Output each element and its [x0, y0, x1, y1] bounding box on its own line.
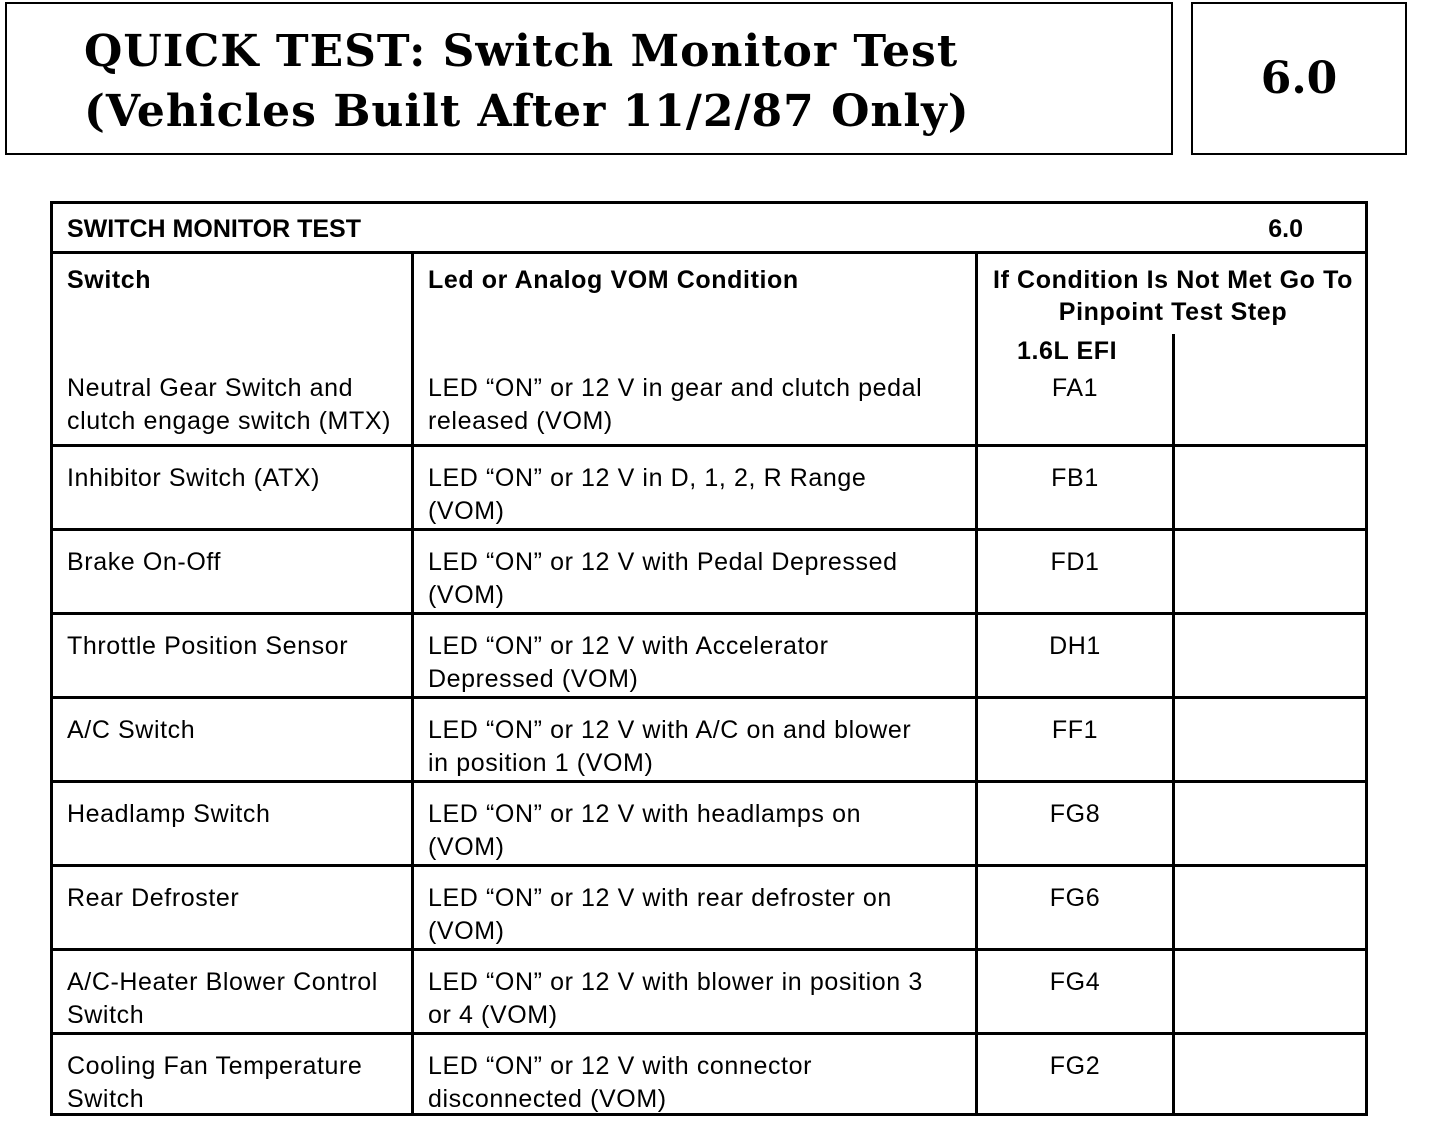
- row-divider: [53, 444, 1365, 447]
- column-divider: [411, 254, 414, 1116]
- condition-line-2: Depressed (VOM): [428, 665, 639, 693]
- section-number-box: [1191, 2, 1407, 155]
- pinpoint-step: FF1: [1051, 716, 1099, 744]
- pinpoint-step: FA1: [1051, 374, 1099, 402]
- condition-line-1: LED “ON” or 12 V with blower in position 3: [428, 968, 923, 996]
- page-title-line-1: QUICK TEST: Switch Monitor Test: [84, 26, 959, 77]
- column-header-goto-line-1: If Condition Is Not Met Go To: [993, 266, 1353, 294]
- condition-line-2: or 4 (VOM): [428, 1001, 558, 1029]
- condition-line-2: (VOM): [428, 917, 505, 945]
- pinpoint-step: FD1: [1050, 548, 1100, 576]
- condition-line-2: released (VOM): [428, 407, 613, 435]
- section-number: 6.0: [1260, 53, 1338, 104]
- switch-name-line-2: clutch engage switch (MTX): [67, 407, 392, 435]
- switch-name-line-2: Switch: [67, 1001, 145, 1029]
- condition-line-2: in position 1 (VOM): [428, 749, 654, 777]
- row-divider: [53, 1032, 1365, 1035]
- pinpoint-step: FB1: [1051, 464, 1099, 492]
- switch-name-line-1: Brake On-Off: [67, 548, 222, 576]
- condition-line-1: LED “ON” or 12 V with headlamps on: [428, 800, 862, 828]
- column-header-engine: 1.6L EFI: [1017, 337, 1118, 365]
- column-header-switch: Switch: [67, 266, 152, 294]
- switch-name-line-1: A/C Switch: [67, 716, 196, 744]
- row-divider: [53, 612, 1365, 615]
- column-divider: [1172, 334, 1175, 1116]
- condition-line-2: disconnected (VOM): [428, 1085, 667, 1113]
- table-caption: SWITCH MONITOR TEST: [67, 215, 361, 243]
- condition-line-2: (VOM): [428, 497, 505, 525]
- switch-name-line-1: Headlamp Switch: [67, 800, 271, 828]
- condition-line-1: LED “ON” or 12 V with connector: [428, 1052, 813, 1080]
- switch-name-line-1: Rear Defroster: [67, 884, 240, 912]
- switch-name-line-2: Switch: [67, 1085, 145, 1113]
- condition-line-1: LED “ON” or 12 V with A/C on and blower: [428, 716, 912, 744]
- switch-name-line-1: Cooling Fan Temperature: [67, 1052, 363, 1080]
- condition-line-2: (VOM): [428, 581, 505, 609]
- pinpoint-step: FG4: [1049, 968, 1101, 996]
- column-header-goto-line-2: Pinpoint Test Step: [1058, 298, 1288, 326]
- switch-name-line-1: Inhibitor Switch (ATX): [67, 464, 321, 492]
- pinpoint-step: FG6: [1049, 884, 1101, 912]
- switch-name-line-1: Throttle Position Sensor: [67, 632, 349, 660]
- condition-line-1: LED “ON” or 12 V with rear defroster on: [428, 884, 892, 912]
- switch-monitor-table: [50, 201, 1368, 1116]
- pinpoint-step: DH1: [1049, 632, 1101, 660]
- table-caption-row: [53, 204, 1365, 254]
- page-title-box: [5, 2, 1173, 155]
- switch-name-line-1: A/C-Heater Blower Control: [67, 968, 378, 996]
- condition-line-1: LED “ON” or 12 V with Pedal Depressed: [428, 548, 898, 576]
- pinpoint-step: FG8: [1049, 800, 1101, 828]
- column-header-condition: Led or Analog VOM Condition: [428, 266, 799, 294]
- condition-line-1: LED “ON” or 12 V with Accelerator: [428, 632, 829, 660]
- condition-line-1: LED “ON” or 12 V in gear and clutch pedal: [428, 374, 923, 402]
- row-divider: [53, 528, 1365, 531]
- row-divider: [53, 948, 1365, 951]
- pinpoint-step: FG2: [1049, 1052, 1101, 1080]
- page-title-line-2: (Vehicles Built After 11/2/87 Only): [84, 86, 970, 137]
- table-caption-number: 6.0: [1268, 215, 1303, 243]
- row-divider: [53, 696, 1365, 699]
- condition-line-2: (VOM): [428, 833, 505, 861]
- column-divider: [975, 254, 978, 1116]
- row-divider: [53, 864, 1365, 867]
- switch-name-line-1: Neutral Gear Switch and: [67, 374, 354, 402]
- condition-line-1: LED “ON” or 12 V in D, 1, 2, R Range: [428, 464, 867, 492]
- row-divider: [53, 780, 1365, 783]
